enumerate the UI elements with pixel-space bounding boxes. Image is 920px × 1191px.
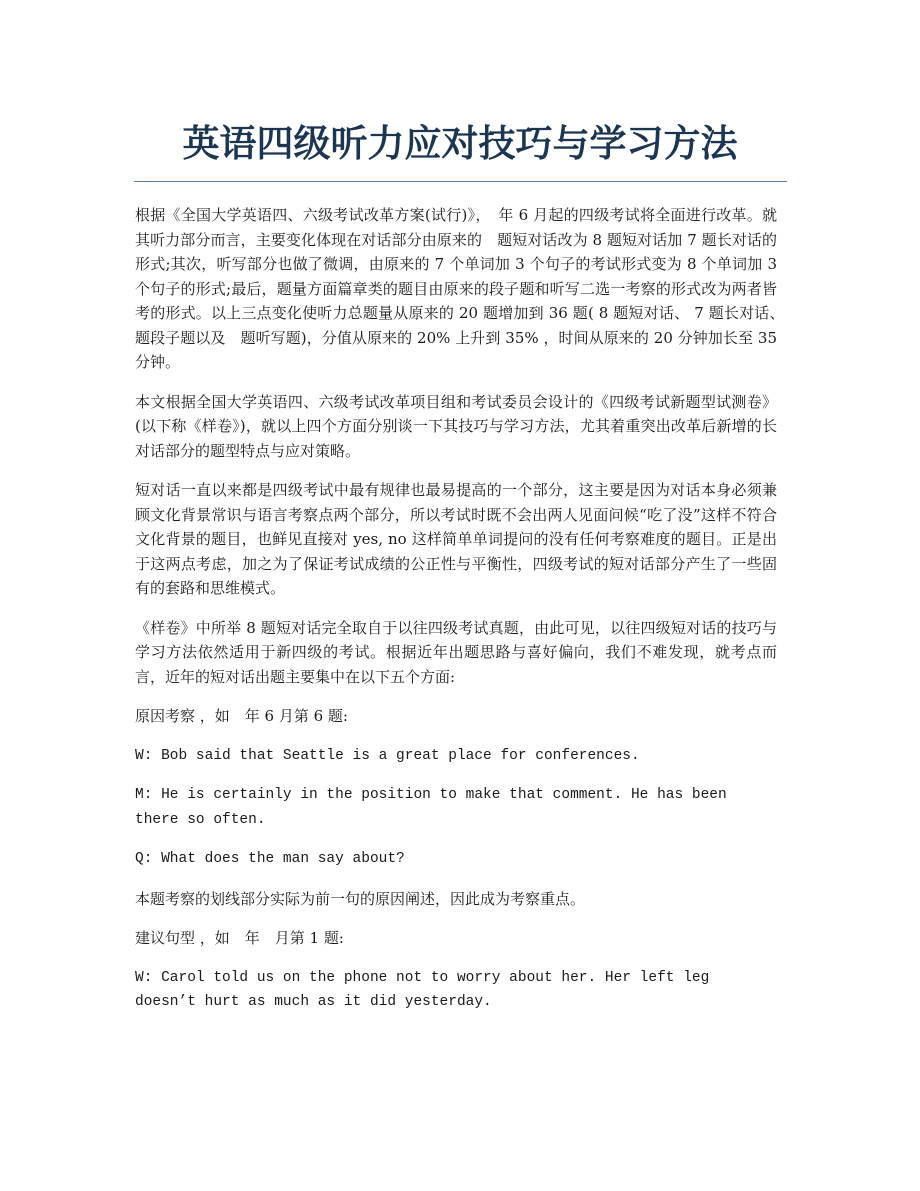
document-body xyxy=(135,203,793,1030)
paragraph-short-dialogue: 短对话一直以来都是四级考试中最有规律也最易提高的一个部分，这主要是因为对话本身必须兼顾文化背景常识与语言考察点两个部分，所以考试时既不会出两人见面问候“吃了没”这样不符合文化背景的题目，也鲜见直接对 yes, no 这样简单单词提问的没有任何考察难度的题目。正是出于这两点考虑，加之为了保证考试成绩的公正性与平衡性，四级考试的短对话部分产生了一些固有的套路和思维模式。 xyxy=(135,481,777,597)
paragraph-reason-heading: 原因考察 ，如 年 6 月第 6 题: xyxy=(135,707,348,725)
paragraph-intro: 根据《全国大学英语四、六级考试改革方案(试行)》， 年 6 月起的四级考试将全面进行改革。就其听力部分而言，主要变化体现在对话部分由原来的 题短对话改为 8 题短对话加 7 题长对话的形式;其次，听写部分也做了微调，由原来的 7 个单词加 3 个句子的考试形式变为 8 个单词加 3 个句子的形式;最后，题量方面篇章类的题目由原来的段子题和听写二选一考察的形式改为两者皆考的形式。以上三点变化使听力总题量从原来的 20 题增加到 36 题( 8 题短对话、 7 题长对话、 题段子题以及 题听写题)，分值从原来的 20% 上升到 35% ，时间从原来的 20 分钟加长至 35 分钟。 xyxy=(135,206,793,371)
paragraph-suggestion-heading: 建议句型 ，如 年 月第 1 题: xyxy=(135,929,344,947)
paragraph-article-scope: 本文根据全国大学英语四、六级考试改革项目组和考试委员会设计的《四级考试新题型试测卷》(以下称《样卷》)，就以上四个方面分别谈一下其技巧与学习方法，尤其着重突出改革后新增的长对话部分的题型特点与应对策略。 xyxy=(135,392,777,460)
paragraph-sample-paper: 《样卷》中所举 8 题短对话完全取自于以往四级考试真题，由此可见，以往四级短对话的技巧与学习方法依然适用于新四级的考试。根据近年出题思路与喜好偏向，我们不难发现，就考点而言，近年的短对话出题主要集中在以下五个方面: xyxy=(135,618,777,686)
title-divider xyxy=(134,181,787,182)
paragraph-explanation: 本题考察的划线部分实际为前一句的原因阐述，因此成为考察重点。 xyxy=(135,889,586,908)
dialogue-line-woman-1: W: Bob said that Seattle is a great place for conferences. xyxy=(135,747,640,764)
document-title: 英语四级听力应对技巧与学习方法 xyxy=(182,122,738,165)
dialogue-question-1: Q: What does the man say about? xyxy=(135,851,405,867)
dialogue-line-woman-2: W: Carol told us on the phone not to worry about her. Her left leg doesn’t hurt as much as it did yesterday. xyxy=(135,969,710,1010)
dialogue-line-man-1: M: He is certainly in the position to make that comment. He has been there so often. xyxy=(135,787,727,828)
